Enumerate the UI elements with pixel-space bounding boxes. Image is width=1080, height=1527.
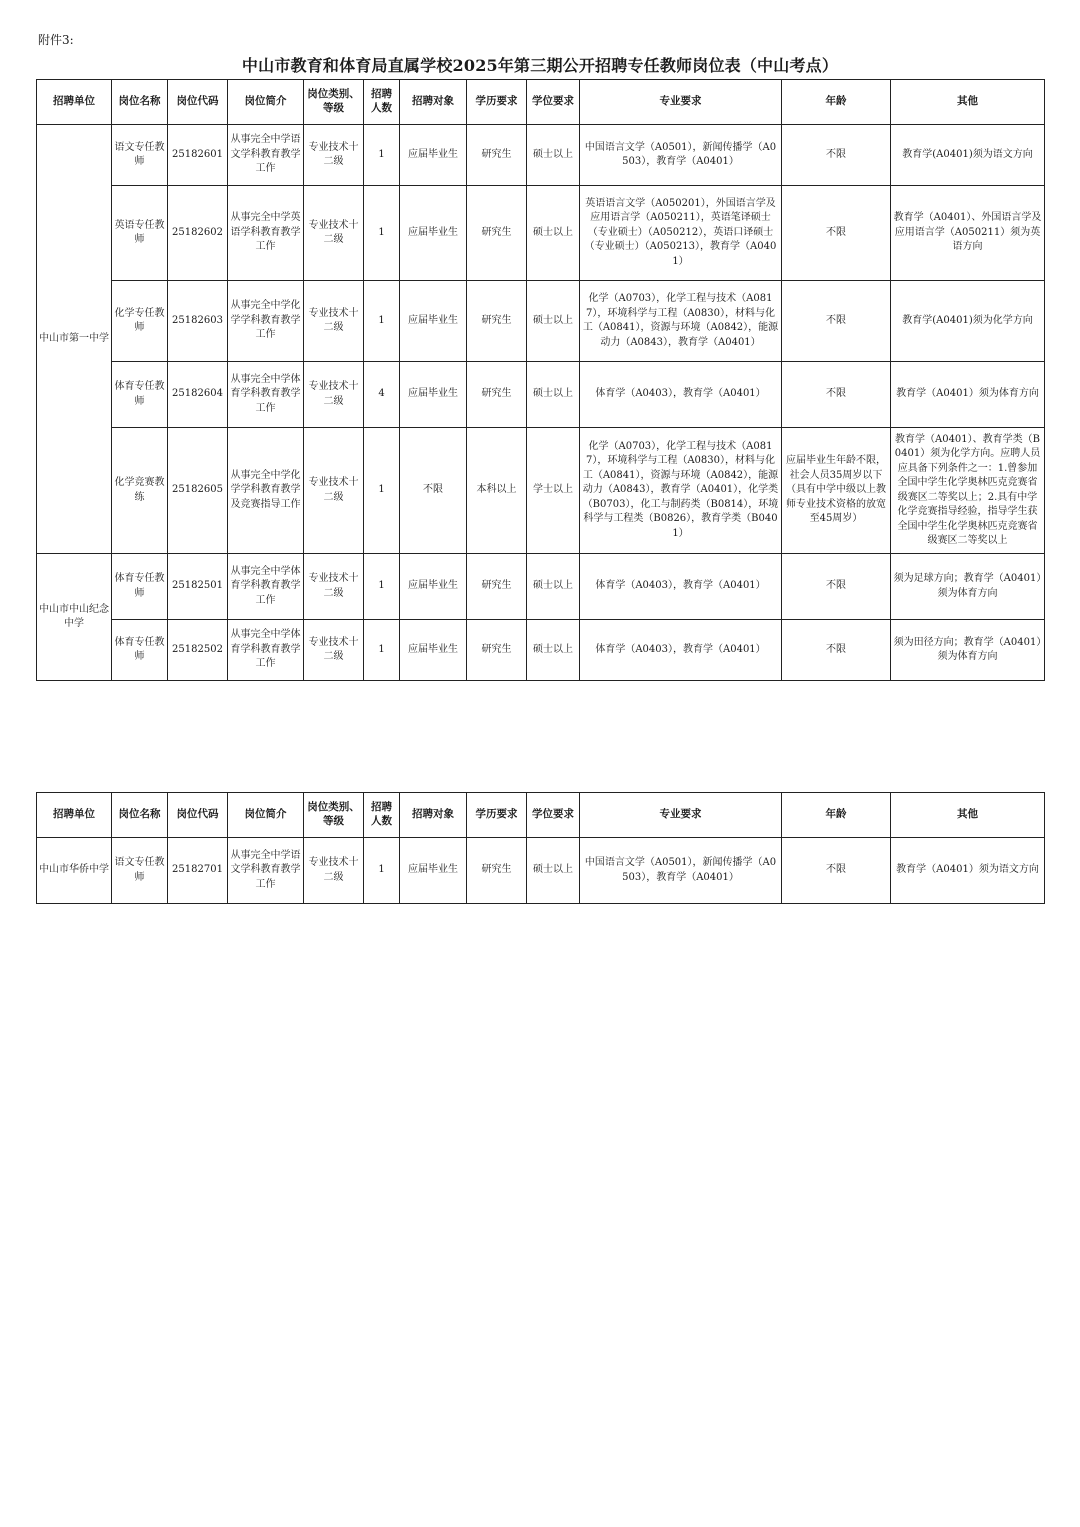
table-row (37, 620, 1045, 681)
age-cell: 不限 (782, 838, 891, 904)
major-cell: 中国语言文学（A0501），新闻传播学（A0503），教育学（A0401） (580, 125, 782, 186)
header-degree: 学位要求 (527, 793, 580, 838)
degree-cell: 硕士以上 (527, 838, 580, 904)
table-header-row (37, 80, 1045, 125)
position-name-cell: 英语专任教师 (112, 186, 168, 281)
age-cell: 不限 (782, 186, 891, 281)
degree-cell: 学士以上 (527, 428, 580, 554)
positions-table-main (36, 79, 1045, 681)
count-cell: 1 (364, 428, 400, 554)
document-title: 中山市教育和体育局直属学校2025年第三期公开招聘专任教师岗位表（中山考点） (241, 56, 839, 75)
header-education: 学历要求 (467, 793, 527, 838)
count-cell: 1 (364, 620, 400, 681)
education-cell: 研究生 (467, 281, 527, 362)
degree-cell: 硕士以上 (527, 125, 580, 186)
table-row (37, 838, 1045, 904)
target-cell: 应届毕业生 (400, 554, 467, 620)
position-name-cell: 化学竞赛教练 (112, 428, 168, 554)
header-other: 其他 (891, 793, 1045, 838)
target-cell: 应届毕业生 (400, 186, 467, 281)
age-cell: 不限 (782, 620, 891, 681)
age-cell: 不限 (782, 281, 891, 362)
position-name-cell: 体育专任教师 (112, 554, 168, 620)
header-target: 招聘对象 (400, 793, 467, 838)
table-row (37, 281, 1045, 362)
position-code-cell: 25182604 (168, 362, 228, 428)
degree-cell: 硕士以上 (527, 620, 580, 681)
header-category: 岗位类别、等级 (304, 80, 364, 125)
education-cell: 研究生 (467, 362, 527, 428)
category-cell: 专业技术十二级 (304, 125, 364, 186)
table-row (37, 554, 1045, 620)
positions-table-secondary (36, 792, 1045, 904)
header-other: 其他 (891, 80, 1045, 125)
count-cell: 4 (364, 362, 400, 428)
count-cell: 1 (364, 281, 400, 362)
count-cell: 1 (364, 554, 400, 620)
count-cell: 1 (364, 186, 400, 281)
target-cell: 应届毕业生 (400, 838, 467, 904)
position-intro-cell: 从事完全中学化学学科教育教学工作 (228, 281, 304, 362)
unit-cell: 中山市华侨中学 (37, 838, 112, 904)
unit-cell: 中山市中山纪念中学 (37, 554, 112, 681)
position-intro-cell: 从事完全中学体育学科教育教学工作 (228, 362, 304, 428)
category-cell: 专业技术十二级 (304, 281, 364, 362)
other-cell: 教育学(A0401)须为化学方向 (891, 281, 1045, 362)
other-cell: 须为足球方向；教育学（A0401）须为体育方向 (891, 554, 1045, 620)
major-cell: 体育学（A0403），教育学（A0401） (580, 362, 782, 428)
target-cell: 应届毕业生 (400, 125, 467, 186)
education-cell: 研究生 (467, 620, 527, 681)
header-position-code: 岗位代码 (168, 80, 228, 125)
position-intro-cell: 从事完全中学语文学科教育教学工作 (228, 838, 304, 904)
target-cell: 应届毕业生 (400, 362, 467, 428)
category-cell: 专业技术十二级 (304, 186, 364, 281)
table-row (37, 125, 1045, 186)
position-name-cell: 体育专任教师 (112, 620, 168, 681)
table-row (37, 362, 1045, 428)
major-cell: 化学（A0703），化学工程与技术（A0817），环境科学与工程（A0830），材料与化工（A0841），资源与环境（A0842），能源动力（A0843），教育学（A0401） (580, 281, 782, 362)
category-cell: 专业技术十二级 (304, 620, 364, 681)
position-intro-cell: 从事完全中学体育学科教育教学工作 (228, 554, 304, 620)
position-intro-cell: 从事完全中学语文学科教育教学工作 (228, 125, 304, 186)
header-unit: 招聘单位 (37, 793, 112, 838)
header-position-intro: 岗位简介 (228, 793, 304, 838)
position-code-cell: 25182601 (168, 125, 228, 186)
table-row (37, 428, 1045, 554)
position-code-cell: 25182502 (168, 620, 228, 681)
header-position-intro: 岗位简介 (228, 80, 304, 125)
count-cell: 1 (364, 125, 400, 186)
position-code-cell: 25182701 (168, 838, 228, 904)
position-intro-cell: 从事完全中学英语学科教育教学工作 (228, 186, 304, 281)
unit-cell: 中山市第一中学 (37, 125, 112, 554)
degree-cell: 硕士以上 (527, 186, 580, 281)
education-cell: 研究生 (467, 186, 527, 281)
other-cell: 教育学（A0401）、外国语言学及应用语言学（A050211）须为英语方向 (891, 186, 1045, 281)
category-cell: 专业技术十二级 (304, 362, 364, 428)
position-name-cell: 化学专任教师 (112, 281, 168, 362)
header-position-name: 岗位名称 (112, 793, 168, 838)
category-cell: 专业技术十二级 (304, 428, 364, 554)
position-intro-cell: 从事完全中学体育学科教育教学工作 (228, 620, 304, 681)
age-cell: 不限 (782, 362, 891, 428)
position-name-cell: 语文专任教师 (112, 125, 168, 186)
major-cell: 中国语言文学（A0501），新闻传播学（A0503），教育学（A0401） (580, 838, 782, 904)
education-cell: 本科以上 (467, 428, 527, 554)
major-cell: 化学（A0703），化学工程与技术（A0817），环境科学与工程（A0830），材料与化工（A0841），资源与环境（A0842），能源动力（A0843），教育学（A0401），化学类（B0703），化工与制药类（B0814），环境科学与工程类（B0826），教育学类（B0401） (580, 428, 782, 554)
header-category: 岗位类别、等级 (304, 793, 364, 838)
position-name-cell: 体育专任教师 (112, 362, 168, 428)
degree-cell: 硕士以上 (527, 362, 580, 428)
degree-cell: 硕士以上 (527, 554, 580, 620)
header-position-code: 岗位代码 (168, 793, 228, 838)
other-cell: 教育学(A0401)须为语文方向 (891, 125, 1045, 186)
position-intro-cell: 从事完全中学化学学科教育教学及竞赛指导工作 (228, 428, 304, 554)
header-count: 招聘人数 (364, 793, 400, 838)
position-code-cell: 25182605 (168, 428, 228, 554)
header-major: 专业要求 (580, 793, 782, 838)
header-major: 专业要求 (580, 80, 782, 125)
age-cell: 不限 (782, 554, 891, 620)
other-cell: 教育学（A0401）须为体育方向 (891, 362, 1045, 428)
position-name-cell: 语文专任教师 (112, 838, 168, 904)
degree-cell: 硕士以上 (527, 281, 580, 362)
table-row (37, 186, 1045, 281)
position-code-cell: 25182602 (168, 186, 228, 281)
attachment-label: 附件3: (38, 33, 74, 47)
education-cell: 研究生 (467, 554, 527, 620)
target-cell: 不限 (400, 428, 467, 554)
major-cell: 体育学（A0403），教育学（A0401） (580, 554, 782, 620)
header-age: 年龄 (782, 80, 891, 125)
header-count: 招聘人数 (364, 80, 400, 125)
other-cell: 教育学（A0401）须为语文方向 (891, 838, 1045, 904)
major-cell: 英语语言文学（A050201），外国语言学及应用语言学（A050211），英语笔译硕士（专业硕士）（A050212），英语口译硕士（专业硕士）（A050213），教育学（A0401） (580, 186, 782, 281)
target-cell: 应届毕业生 (400, 620, 467, 681)
education-cell: 研究生 (467, 838, 527, 904)
header-unit: 招聘单位 (37, 80, 112, 125)
header-education: 学历要求 (467, 80, 527, 125)
position-code-cell: 25182501 (168, 554, 228, 620)
header-target: 招聘对象 (400, 80, 467, 125)
category-cell: 专业技术十二级 (304, 838, 364, 904)
target-cell: 应届毕业生 (400, 281, 467, 362)
table-header-row (37, 793, 1045, 838)
age-cell: 不限 (782, 125, 891, 186)
major-cell: 体育学（A0403），教育学（A0401） (580, 620, 782, 681)
header-position-name: 岗位名称 (112, 80, 168, 125)
header-age: 年龄 (782, 793, 891, 838)
age-cell: 应届毕业生年龄不限，社会人员35周岁以下（具有中学中级以上教师专业技术资格的放宽至45周岁） (782, 428, 891, 554)
other-cell: 教育学（A0401）、教育学类（B0401）须为化学方向。应聘人员应具备下列条件之一：1.曾参加全国中学生化学奥林匹克竞赛省级赛区二等奖以上；2.具有中学化学竞赛指导经验，指导学生获全国中学生化学奥林匹克竞赛省级赛区二等奖以上 (891, 428, 1045, 554)
position-code-cell: 25182603 (168, 281, 228, 362)
category-cell: 专业技术十二级 (304, 554, 364, 620)
count-cell: 1 (364, 838, 400, 904)
header-degree: 学位要求 (527, 80, 580, 125)
education-cell: 研究生 (467, 125, 527, 186)
other-cell: 须为田径方向；教育学（A0401）须为体育方向 (891, 620, 1045, 681)
